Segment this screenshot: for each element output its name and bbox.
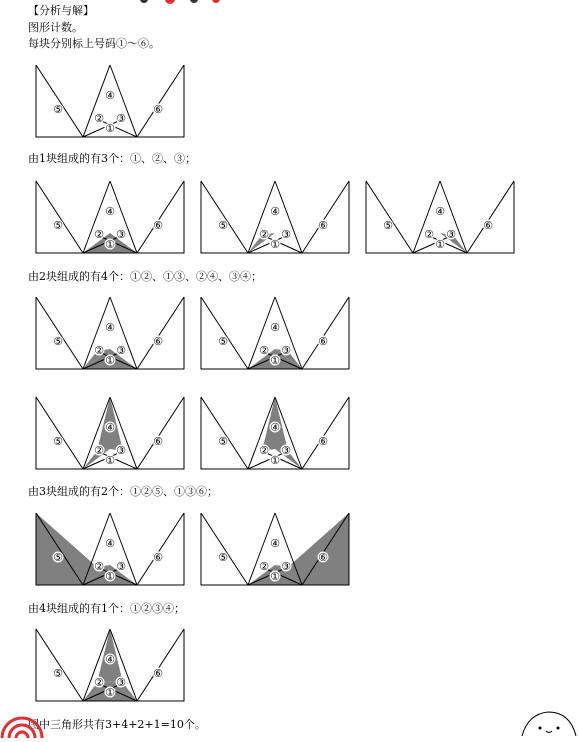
figure-line [137,65,184,137]
figure-line [36,181,83,253]
piece-number-6: ⑥ [153,103,163,116]
piece-number-3: ③ [116,444,126,457]
piece-number-2: ② [94,228,104,241]
piece-number-1: ① [105,238,115,251]
piece-number-6: ⑥ [153,219,163,232]
piece-number-3: ③ [281,344,291,357]
piece-number-4: ④ [105,205,115,218]
piece-number-6: ⑥ [153,335,163,348]
figure-line [36,397,83,469]
piece-number-3: ③ [116,676,126,689]
figure-svg [36,294,184,372]
piece-number-6: ⑥ [318,219,328,232]
red-spiral-decoration [0,712,48,742]
figure-line [137,629,184,701]
piece-number-6: ⑥ [153,551,163,564]
figure-svg [201,294,349,372]
piece-number-6: ⑥ [318,435,328,448]
figure-svg [36,178,184,256]
piece-number-4: ④ [270,321,280,334]
piece-number-2: ② [424,228,434,241]
piece-number-2: ② [94,560,104,573]
section-text-2: 由2块组成的有4个：①②、①③、②④、③④； [28,270,262,283]
conclusion-text: 图中三角形共有3+4+2+1=10个。 [28,718,206,731]
piece-number-4: ④ [270,537,280,550]
figure-line [137,181,184,253]
piece-number-5: ⑤ [53,435,63,448]
piece-number-4: ④ [105,89,115,102]
piece-number-6: ⑥ [318,335,328,348]
piece-number-5: ⑤ [218,335,228,348]
piece-number-5: ⑤ [218,551,228,564]
figure-line [36,65,83,137]
figure-labeled [36,62,184,138]
piece-number-2: ② [259,560,269,573]
figure-svg [366,178,514,256]
piece-number-5: ⑤ [53,551,63,564]
piece-number-2: ② [259,344,269,357]
figure-3-pieces-a [36,510,184,586]
figure-svg [201,178,349,256]
piece-number-2: ② [94,444,104,457]
piece-number-1: ① [105,122,115,135]
figure-line [137,397,184,469]
piece-number-3: ③ [281,228,291,241]
piece-number-3: ③ [116,228,126,241]
piece-number-1: ① [105,354,115,367]
figure-line [201,297,248,369]
piece-number-4: ④ [435,205,445,218]
piece-number-3: ③ [446,228,456,241]
shaded-region-5 [36,513,97,585]
figure-4-pieces [36,626,184,702]
figure-2-pieces-b [201,294,349,370]
piece-number-1: ① [270,238,280,251]
subtitle: 图形计数。 [28,21,83,34]
piece-number-1: ① [105,454,115,467]
piece-number-6: ⑥ [483,219,493,232]
figure-svg [201,394,349,472]
figure-line [366,181,413,253]
piece-number-5: ⑤ [53,667,63,680]
piece-number-5: ⑤ [218,219,228,232]
piece-number-3: ③ [116,112,126,125]
piece-number-3: ③ [116,560,126,573]
intro-text: 每块分别标上号码①～⑥。 [28,37,160,50]
piece-number-5: ⑤ [53,335,63,348]
figure-svg [201,510,349,588]
piece-number-2: ② [94,112,104,125]
figure-3-pieces-b [201,510,349,586]
piece-number-4: ④ [105,421,115,434]
piece-number-2: ② [94,344,104,357]
figure-line [302,397,349,469]
page-title: 【分析与解】 [28,4,94,17]
piece-number-4: ④ [105,321,115,334]
figure-line [201,513,248,585]
cartoon-face-decoration [518,708,578,740]
figure-line [201,397,248,469]
piece-number-6: ⑥ [153,435,163,448]
piece-number-5: ⑤ [218,435,228,448]
figure-line [137,513,184,585]
piece-number-5: ⑤ [53,219,63,232]
piece-number-2: ② [94,676,104,689]
piece-number-4: ④ [105,537,115,550]
figure-svg [36,394,184,472]
piece-number-4: ④ [105,653,115,666]
shaded-region-6 [288,513,349,585]
figure-line [36,629,83,701]
figure-line [302,181,349,253]
figure-2-pieces-c [36,394,184,470]
top-decoration [120,0,230,4]
figure-1-piece-a [36,178,184,254]
piece-number-2: ② [259,444,269,457]
piece-number-1: ① [105,686,115,699]
section-text-3: 由3块组成的有2个：①②⑤、①③⑥； [28,485,218,498]
piece-number-5: ⑤ [53,103,63,116]
piece-number-6: ⑥ [153,667,163,680]
figure-line [302,297,349,369]
figure-1-piece-b [201,178,349,254]
piece-number-1: ① [435,238,445,251]
piece-number-6: ⑥ [318,551,328,564]
figure-line [467,181,514,253]
figure-svg [36,62,184,140]
figure-1-piece-c [366,178,514,254]
piece-number-3: ③ [116,344,126,357]
piece-number-4: ④ [270,421,280,434]
figure-2-pieces-a [36,294,184,370]
piece-number-4: ④ [270,205,280,218]
piece-number-5: ⑤ [383,219,393,232]
section-text-4: 由4块组成的有1个：①②③④； [28,602,185,615]
piece-number-1: ① [105,570,115,583]
piece-number-1: ① [270,454,280,467]
piece-number-3: ③ [281,560,291,573]
figure-svg [36,510,184,588]
figure-2-pieces-d [201,394,349,470]
figure-line [36,297,83,369]
piece-number-2: ② [259,228,269,241]
piece-number-3: ③ [281,444,291,457]
piece-number-1: ① [270,354,280,367]
section-text-1: 由1块组成的有3个：①、②、③； [28,152,196,165]
figure-line [137,297,184,369]
figure-line [201,181,248,253]
figure-svg [36,626,184,704]
piece-number-1: ① [270,570,280,583]
